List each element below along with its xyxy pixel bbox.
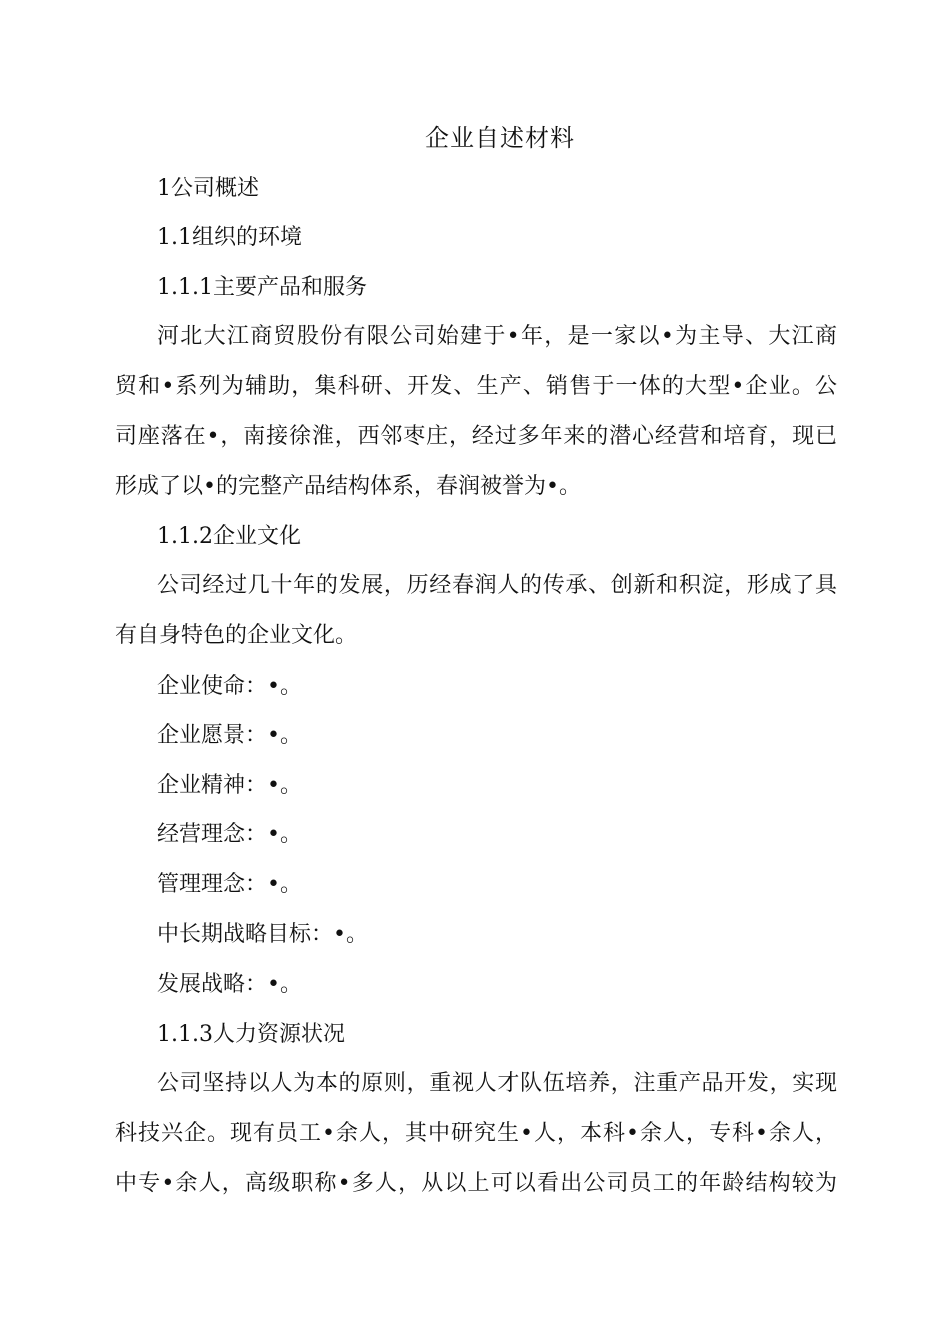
heading-human-resources: 1.1.3人力资源状况 xyxy=(157,1022,345,1047)
heading-corporate-culture: 1.1.2企业文化 xyxy=(157,524,301,549)
culture-item-vision: 企业愿景：•。 xyxy=(157,723,302,748)
culture-item-mission: 企业使命：•。 xyxy=(157,674,302,699)
heading-organization-environment: 1.1组织的环境 xyxy=(157,225,302,250)
paragraph-line: 形成了以•的完整产品结构体系，春润被誉为•。 xyxy=(115,474,581,499)
paragraph-line: 司座落在•，南接徐淮，西邻枣庄，经过多年来的潜心经营和培育，现已 xyxy=(115,424,837,449)
paragraph-line: 河北大江商贸股份有限公司始建于•年，是一家以•为主导、大江商 xyxy=(157,324,837,349)
heading-company-overview: 1公司概述 xyxy=(157,176,259,201)
culture-item-business-philosophy: 经营理念：•。 xyxy=(157,822,302,847)
paragraph-line: 中专•余人，高级职称•多人，从以上可以看出公司员工的年龄结构较为 xyxy=(115,1171,837,1196)
culture-item-spirit: 企业精神：•。 xyxy=(157,773,302,798)
culture-item-strategic-goal: 中长期战略目标：•。 xyxy=(157,922,368,947)
paragraph-line: 有自身特色的企业文化。 xyxy=(115,623,358,648)
heading-products-services: 1.1.1主要产品和服务 xyxy=(157,275,367,300)
culture-item-management-philosophy: 管理理念：•。 xyxy=(157,872,302,897)
culture-item-development-strategy: 发展战略：•。 xyxy=(157,972,302,997)
paragraph-line: 贸和•系列为辅助，集科研、开发、生产、销售于一体的大型•企业。公 xyxy=(115,374,837,399)
paragraph-line: 科技兴企。现有员工•余人，其中研究生•人，本科•余人，专科•余人， xyxy=(115,1121,837,1146)
paragraph-line: 公司坚持以人为本的原则，重视人才队伍培养，注重产品开发，实现 xyxy=(157,1071,837,1096)
paragraph-line: 公司经过几十年的发展，历经春润人的传承、创新和积淀，形成了具 xyxy=(157,573,837,598)
document-title: 企业自述材料 xyxy=(425,124,575,152)
